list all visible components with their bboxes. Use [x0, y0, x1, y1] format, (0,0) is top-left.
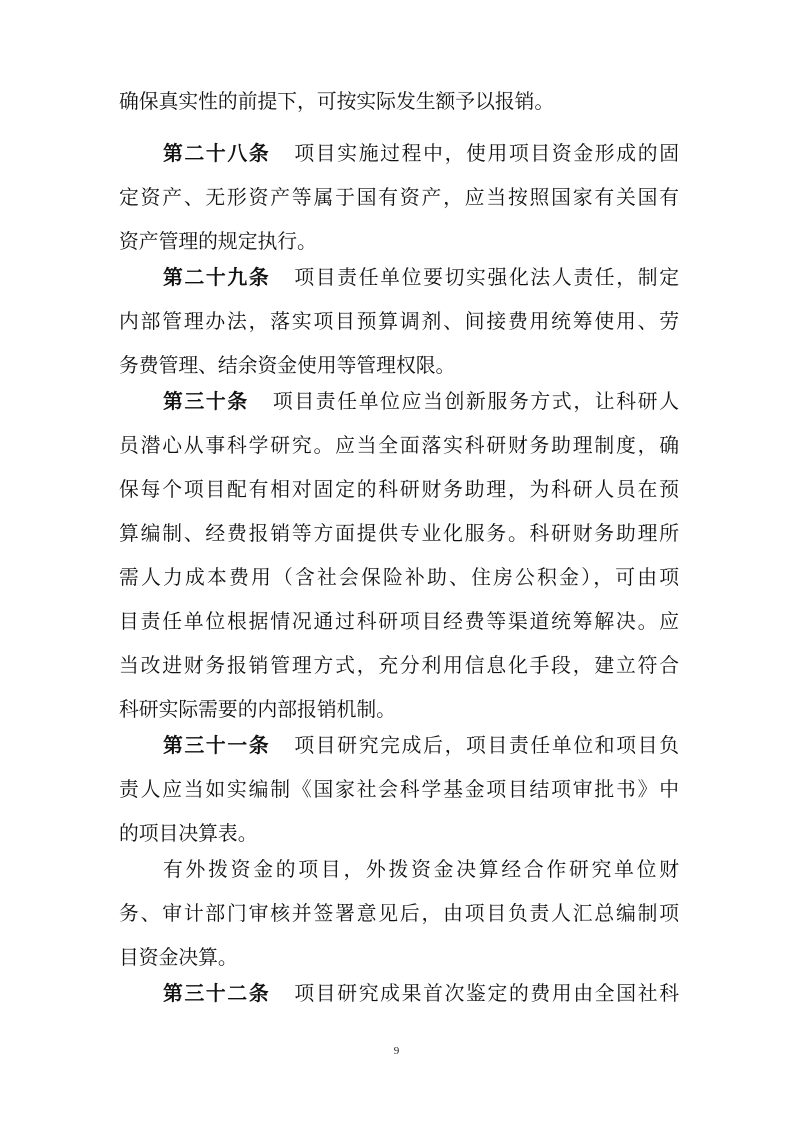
article-32-line-1: 项目研究成果首次鉴定的费用由全国社科 — [294, 982, 679, 1005]
article-32-first-line — [163, 981, 679, 1007]
article-30-line-7: 当改进财务报销管理方式，充分利用信息化手段，建立符合 — [119, 654, 679, 677]
article-31-line-1: 项目研究完成后，项目责任单位和项目负 — [294, 734, 679, 757]
article-30-line-6: 目责任单位根据情况通过科研项目经费等渠道统筹解决。应 — [119, 610, 679, 633]
article-28-heading: 第二十八条 — [163, 142, 271, 165]
external-funds-line-3: 目资金决算。 — [119, 946, 238, 969]
article-29-heading: 第二十九条 — [163, 266, 271, 289]
article-30-first-line — [163, 389, 679, 415]
continuation-line: 确保真实性的前提下，可按实际发生额予以报销。 — [119, 90, 555, 113]
external-funds-line-1: 有外拨资金的项目，外拨资金决算经合作研究单位财 — [163, 858, 679, 881]
article-29-line-2: 内部管理办法，落实项目预算调剂、间接费用统筹使用、劳 — [119, 310, 679, 333]
article-29-first-line — [163, 265, 679, 291]
article-31-line-2: 责人应当如实编制《国家社会科学基金项目结项审批书》中 — [119, 778, 679, 801]
article-30-line-2: 员潜心从事科学研究。应当全面落实科研财务助理制度，确 — [119, 434, 679, 457]
page-number: 9 — [393, 1045, 400, 1057]
article-28-line-2: 定资产、无形资产等属于国有资产，应当按照国家有关国有 — [119, 186, 679, 209]
article-29-line-1: 项目责任单位要切实强化法人责任，制定 — [294, 266, 679, 289]
article-31-line-3: 的项目决算表。 — [119, 822, 258, 845]
article-28-line-1: 项目实施过程中，使用项目资金形成的固 — [294, 142, 679, 165]
article-28-first-line — [163, 141, 679, 167]
external-funds-line-2: 务、审计部门审核并签署意见后，由项目负责人汇总编制项 — [119, 902, 679, 925]
article-31-heading: 第三十一条 — [163, 734, 271, 757]
article-28-line-3: 资产管理的规定执行。 — [119, 230, 317, 253]
article-30-line-5: 需人力成本费用（含社会保险补助、住房公积金），可由项 — [119, 566, 679, 589]
article-30-line-1: 项目责任单位应当创新服务方式，让科研人 — [272, 390, 679, 413]
article-30-line-3: 保每个项目配有相对固定的科研财务助理，为科研人员在预 — [119, 478, 679, 501]
article-30-heading: 第三十条 — [163, 390, 249, 413]
article-30-line-4: 算编制、经费报销等方面提供专业化服务。科研财务助理所 — [119, 522, 679, 545]
article-32-heading: 第三十二条 — [163, 982, 271, 1005]
article-31-first-line — [163, 733, 679, 759]
article-30-line-8: 科研实际需要的内部报销机制。 — [119, 698, 396, 721]
article-29-line-3: 务费管理、结余资金使用等管理权限。 — [119, 354, 456, 377]
